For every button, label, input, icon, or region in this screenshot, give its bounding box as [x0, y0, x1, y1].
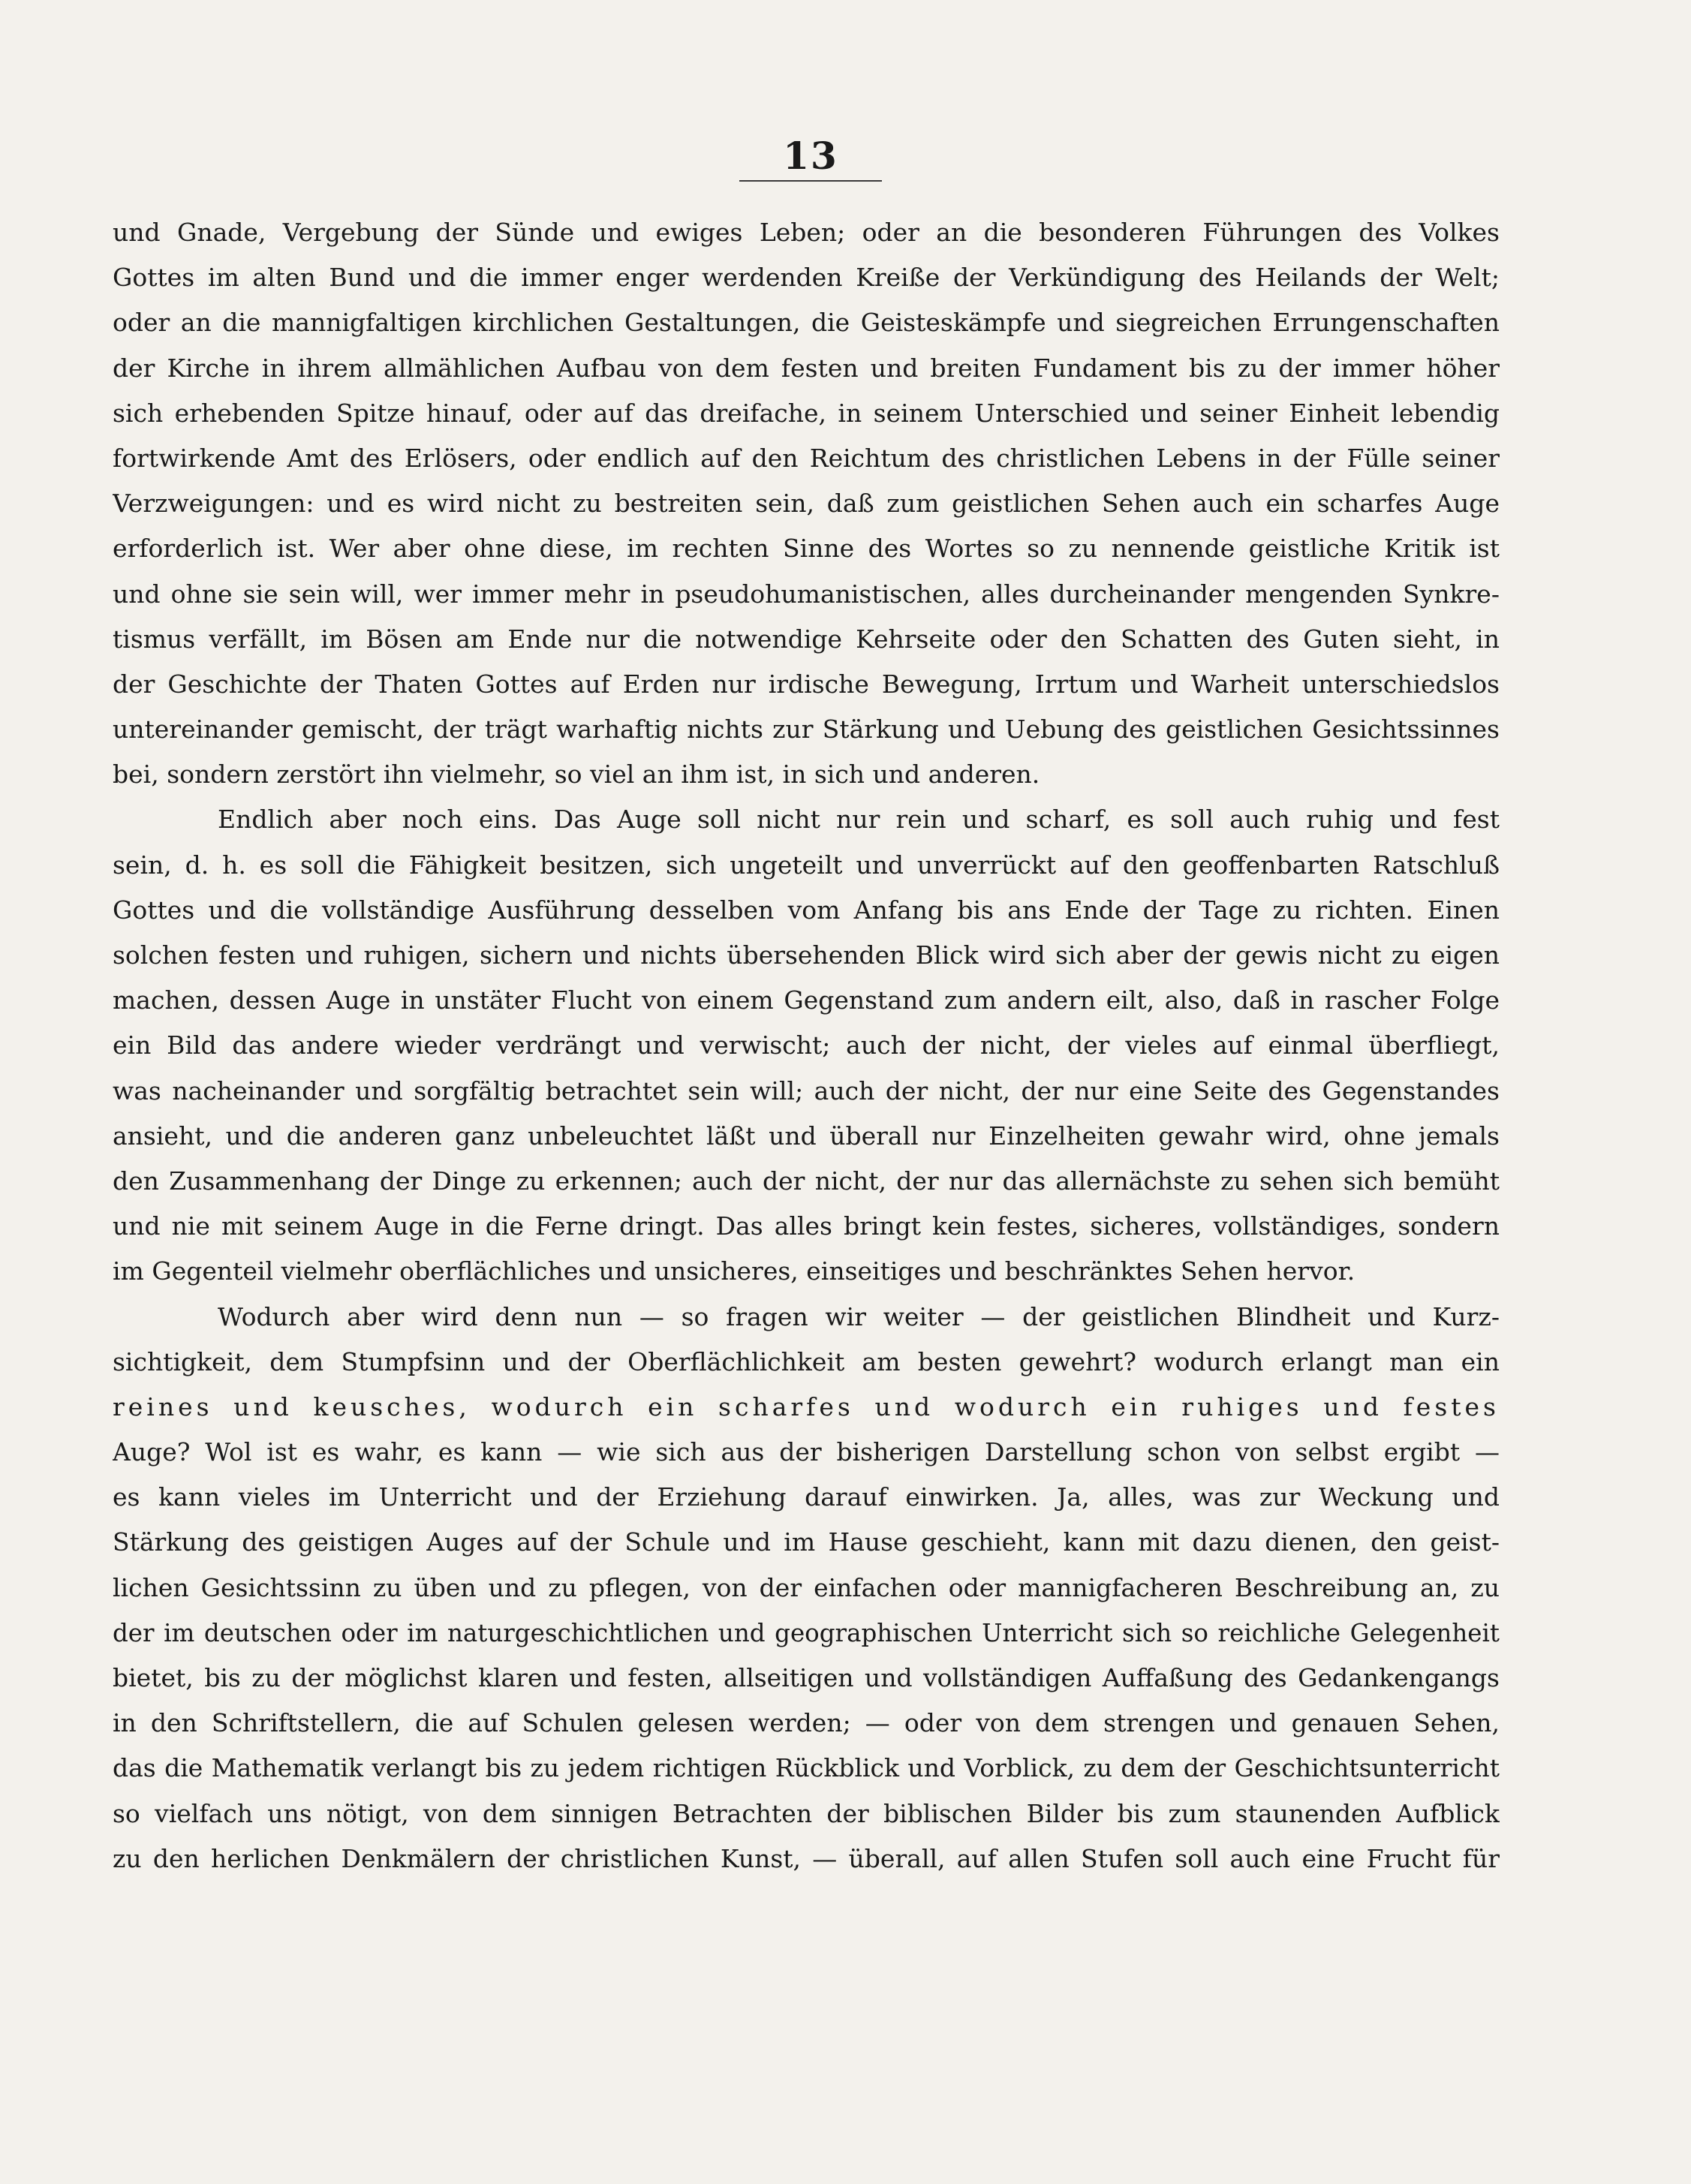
text-line: bei, sondern zerstört ihn vielmehr, so viel an ihm ist, in sich und anderen.: [113, 760, 1040, 790]
text-line: sichtigkeit, dem Stumpfsinn und der Oberflächlichkeit am besten gewehrt? wodurch erlangt man ein: [113, 1346, 1500, 1376]
text-line: und nie mit seinem Auge in die Ferne dringt. Das alles bringt kein festes, sicheres, vollständiges, sondern: [113, 1211, 1500, 1241]
text-line: Gottes und die vollständige Ausführung desselben vom Anfang bis ans Ende der Tage zu richten. Einen: [113, 895, 1500, 925]
text-line: sein, d. h. es soll die Fähigkeit besitzen, sich ungeteilt und unverrückt auf den geoffenbarten Ratschluß: [113, 850, 1500, 880]
text-line: was nacheinander und sorgfältig betrachtet sein will; auch der nicht, der nur eine Seite des Gegenstandes: [113, 1075, 1500, 1106]
text-line: das die Mathematik verlangt bis zu jedem richtigen Rückblick und Vorblick, zu dem der Geschichtsunterricht: [113, 1753, 1500, 1783]
text-line: untereinander gemischt, der trägt warhaftig nichts zur Stärkung und Uebung des geistlichen Gesichtssinnes: [113, 714, 1500, 745]
text-line: sich erhebenden Spitze hinauf, oder auf das dreifache, in seinem Unterschied und seiner Einheit lebendig: [113, 398, 1500, 428]
text-line: in den Schriftstellern, die auf Schulen gelesen werden; — oder von dem strengen und genauen Sehen,: [113, 1708, 1500, 1738]
text-line: oder an die mannigfaltigen kirchlichen Gestaltungen, die Geisteskämpfe und siegreichen Errungenschaften: [113, 308, 1500, 338]
text-line: den Zusammenhang der Dinge zu erkennen; auch der nicht, der nur das allernächste zu sehen sich bemüht: [113, 1166, 1500, 1196]
text-line: erforderlich ist. Wer aber ohne diese, im rechten Sinne des Wortes so zu nennende geistliche Kritik ist: [113, 534, 1500, 564]
text-line: im Gegenteil vielmehr oberflächliches und unsicheres, einseitiges und beschränktes Sehen hervor.: [113, 1256, 1356, 1286]
text-line: bietet, bis zu der möglichst klaren und festen, allseitigen und vollständigen Auffaßung des Gedankengangs: [113, 1663, 1500, 1692]
header-rule: [739, 180, 882, 182]
text-line: Gottes im alten Bund und die immer enger werdenden Kreiße der Verkündigung des Heilands der Welt;: [113, 263, 1500, 293]
text-line: der Geschichte der Thaten Gottes auf Erden nur irdische Bewegung, Irrtum und Warheit unterschiedslos: [113, 669, 1500, 699]
text-line: der Kirche in ihrem allmählichen Aufbau von dem festen und breiten Fundament bis zu der immer höher: [113, 353, 1500, 383]
text-line: lichen Gesichtssinn zu üben und zu pflegen, von der einfachen oder mannigfacheren Beschreibung an, zu: [113, 1572, 1500, 1602]
text-line: Verzweigungen: und es wird nicht zu bestreiten sein, daß zum geistlichen Sehen auch ein scharfes Auge: [113, 489, 1500, 519]
text-line: solchen festen und ruhigen, sichern und nichts übersehenden Blick wird sich aber der gewis nicht zu eigen: [113, 940, 1500, 970]
text-line: ansieht, und die anderen ganz unbeleuchtet läßt und überall nur Einzelheiten gewahr wird, ohne jemals: [113, 1121, 1500, 1151]
text-line: fortwirkende Amt des Erlösers, oder endlich auf den Reichtum des christlichen Lebens in der Fülle seiner: [113, 443, 1500, 473]
text-line: Endlich aber noch eins. Das Auge soll nicht nur rein und scharf, es soll auch ruhig und fest: [218, 805, 1500, 835]
text-line: machen, dessen Auge in unstäter Flucht von einem Gegenstand zum andern eilt, also, daß in rascher Folge: [113, 985, 1500, 1015]
text-line: es kann vieles im Unterricht und der Erziehung darauf einwirken. Ja, alles, was zur Weckung und: [113, 1482, 1500, 1512]
text-line: und ohne sie sein will, wer immer mehr in pseudohumanistischen, alles durcheinander mengenden Synkre-: [113, 579, 1500, 609]
text-line: der im deutschen oder im naturgeschichtlichen und geographischen Unterricht sich so reichliche Gelegenheit: [113, 1618, 1500, 1647]
text-line: reines und keusches, wodurch ein scharfes und wodurch ein ruhiges und festes: [113, 1391, 1500, 1421]
text-line: Auge? Wol ist es wahr, es kann — wie sich aus der bisherigen Darstellung schon von selbst ergibt —: [113, 1437, 1500, 1467]
text-line: zu den herlichen Denkmälern der christlichen Kunst, — überall, auf allen Stufen soll auch eine Frucht für: [113, 1843, 1500, 1873]
text-line: tismus verfällt, im Bösen am Ende nur die notwendige Kehrseite oder den Schatten des Guten sieht, in: [113, 624, 1500, 654]
body-text: [113, 210, 1500, 1882]
text-line: Stärkung des geistigen Auges auf der Schule und im Hause geschieht, kann mit dazu dienen, den geist-: [113, 1527, 1500, 1557]
text-line: und Gnade, Vergebung der Sünde und ewiges Leben; oder an die besonderen Führungen des Volkes: [113, 218, 1500, 247]
text-line: so vielfach uns nötigt, von dem sinnigen Betrachten der biblischen Bilder bis zum staunenden Aufblick: [113, 1798, 1500, 1828]
text-line: ein Bild das andere wieder verdrängt und verwischt; auch der nicht, der vieles auf einmal überfliegt,: [113, 1030, 1500, 1060]
text-line: Wodurch aber wird denn nun — so fragen wir weiter — der geistlichen Blindheit und Kurz-: [218, 1301, 1500, 1331]
page-number: 13: [783, 134, 838, 178]
